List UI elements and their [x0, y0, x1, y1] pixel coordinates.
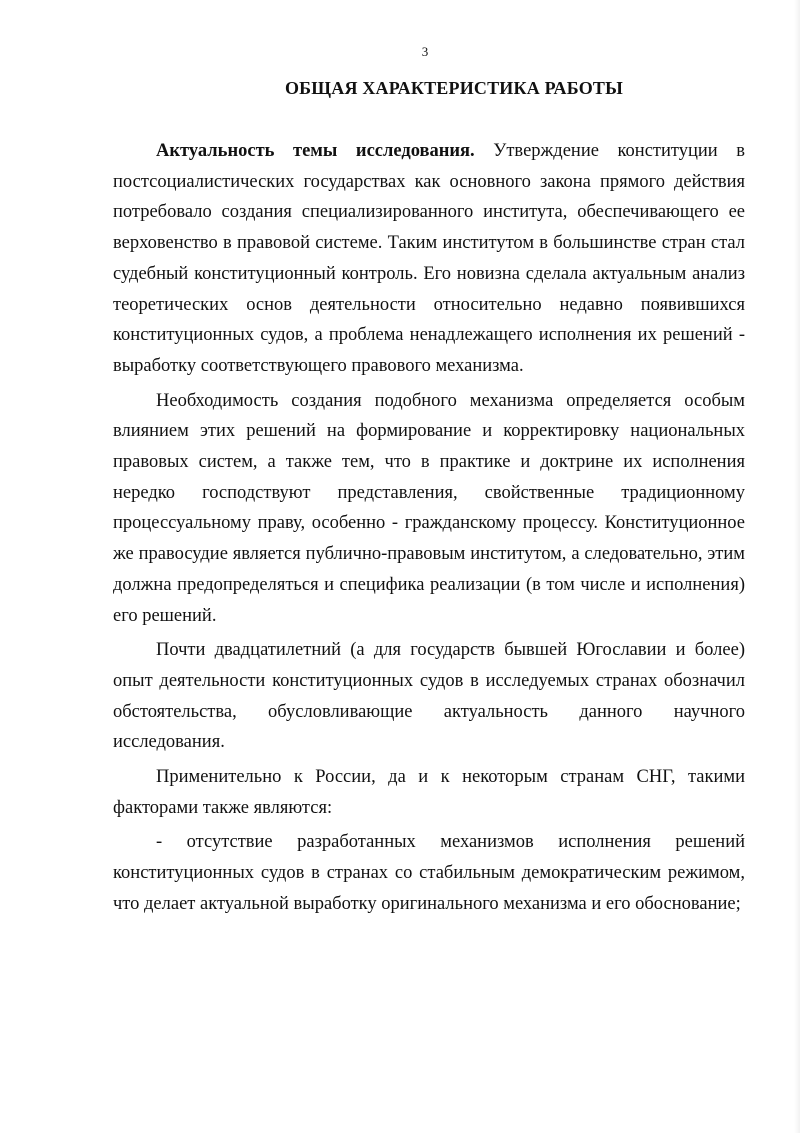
scan-edge-shadow [794, 0, 800, 1133]
paragraph-lead-heading: Актуальность темы исследования. [156, 141, 475, 161]
paragraph-text: Применительно к России, да и к некоторым странам СНГ, такими факторами также являются: [113, 767, 745, 818]
page-number: 3 [421, 44, 429, 59]
page-title: ОБЩАЯ ХАРАКТЕРИСТИКА РАБОТЫ [284, 78, 624, 98]
paragraph-text: Необходимость создания подобного механизма определяется особым влиянием этих решений на формирование и корректировку национальных правовых систем, а также тем, что в практике и доктрине их исполнения нередко господствуют представления, свойственные традиционному процессуальному праву, особенно - гражданскому процессу. Конституционное же правосудие является публично-правовым институтом, а следовательно, этим должна предопределяться и специфика реализации (в том числе и исполнения) его решений. [113, 390, 745, 626]
paragraph-russia [113, 762, 745, 823]
paragraph-text: Почти двадцатилетний (а для государств бывшей Югославии и более) опыт деятельности конституционных судов в исследуемых странах обозначил обстоятельства, обусловливающие актуальность данного научного исследования. [113, 640, 745, 753]
paragraph-relevance [113, 136, 745, 382]
paragraph-list-item [113, 827, 745, 919]
paragraph-text: Утверждение конституции в постсоциалистических государствах как основного закона прямого действия потребовало создания специализированного института, обеспечивающего ее верховенство в правовой системе. Таким институтом в большинстве стран стал судебный конституционный контроль. Его новизна сделала актуальным анализ теоретических основ деятельности относительно недавно появившихся конституционных судов, а проблема ненадлежащего исполнения их решений - выработку соответствующего правового механизма. [113, 141, 745, 376]
paragraph-experience [113, 635, 745, 758]
body-text [113, 136, 745, 920]
paragraph-necessity [113, 386, 745, 632]
paragraph-text: - отсутствие разработанных механизмов исполнения решений конституционных судов в странах со стабильным демократическим режимом, что делает актуальной выработку оригинального механизма и его обоснование; [113, 832, 745, 914]
